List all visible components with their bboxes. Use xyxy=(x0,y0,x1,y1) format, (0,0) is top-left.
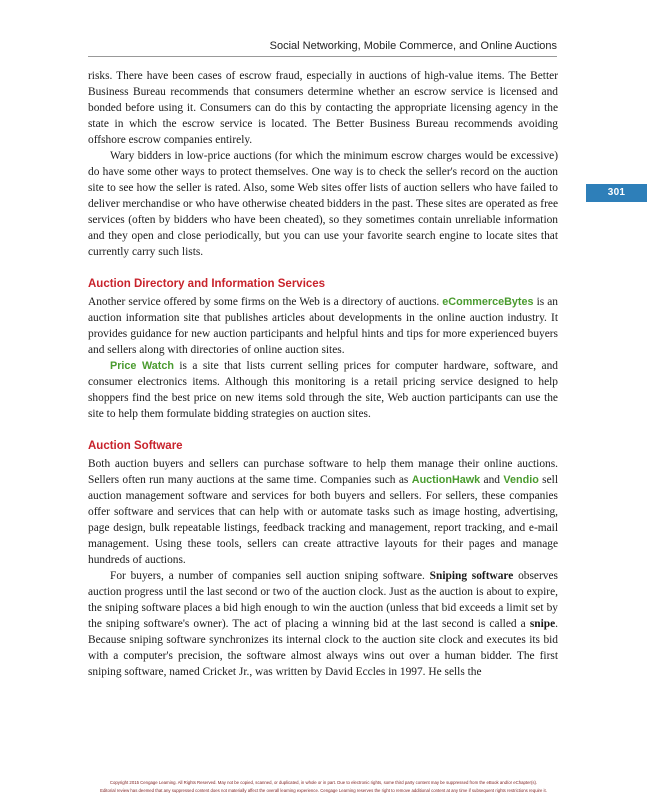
page-number-tab: 301 xyxy=(586,184,647,202)
term-sniping-software: Sniping software xyxy=(429,570,514,582)
term-snipe: snipe xyxy=(529,618,556,630)
link-vendio[interactable]: Vendio xyxy=(503,474,539,486)
text-segment: observes auction progress until the last second or two of the auction clock. Just as the auction is about to expire, the sniping software places a bid high enough to win the auction (unless that bid exceeds a limit set by the sniping software's owner). The act of placing a winning bid at the last second is called a xyxy=(88,570,558,630)
text-segment: Both auction buyers and sellers can purchase software to help them manage their online auctions. Sellers often run many auctions at the same time. Companies such as xyxy=(88,458,558,486)
link-ecommercebytes[interactable]: eCommerceBytes xyxy=(442,296,534,308)
paragraph-auction-software xyxy=(88,456,558,568)
paragraph-wary-bidders: Wary bidders in low-price auctions (for which the minimum escrow charges would be excessive) do have some other ways to protect themselves. One way is to check the seller's record on the auction site to see how the seller is rated. Also, some Web sites offer lists of auction sellers who have failed to deliver merchandise or who have otherwise cheated bidders in the past. These sites are operated as free services (often by bidders who have been cheated), so they sometimes contain unreliable information and they open and close periodically, but you can use your favorite search engine to locate sites that currently carry such lists. xyxy=(88,150,558,258)
text-segment: . Because sniping software synchronizes its internal clock to the auction site clock and executes its bid with a computer's precision, the software almost always wins out over a human bidder. The first sniping software, named Cricket Jr., was written by David Eccles in 1997. He sells the xyxy=(88,618,558,678)
running-head: Social Networking, Mobile Commerce, and Online Auctions xyxy=(269,40,557,52)
text-segment: sell auction management software and services for both buyers and sellers. For sellers, these companies offer software and services that can help with or automate tasks such as image hosting, advertising, page design, bulk repeatable listings, feedback tracking and management, report tracking, and e-mail management. Using these tools, sellers can create attractive layouts for their pages and manage hundreds of auctions. xyxy=(88,474,559,566)
footer-line-2: Editorial review has deemed that any suppressed content does not materially affect the overall learning experience. Cengage Learning reserves the right to remove additional content at any time if subsequent rights restrictions require it. xyxy=(100,788,547,793)
paragraph-ecommercebytes xyxy=(88,294,558,358)
paragraph-price-watch xyxy=(88,358,558,422)
text-segment: Another service offered by some firms on the Web is a directory of auctions. xyxy=(88,296,440,308)
link-auctionhawk[interactable]: AuctionHawk xyxy=(411,474,481,486)
paragraph-sniping-software xyxy=(88,568,558,680)
heading-auction-software: Auction Software xyxy=(88,440,183,452)
page-body xyxy=(88,68,558,680)
copyright-footer xyxy=(0,779,647,795)
heading-auction-directory: Auction Directory and Information Services xyxy=(88,278,326,290)
text-segment: and xyxy=(480,474,504,486)
header-rule xyxy=(88,56,557,57)
paragraph-escrow-risks: risks. There have been cases of escrow fraud, especially in auctions of high-value items. The Better Business Bureau recommends that consumers determine whether an escrow service is licensed and bonded before using it. Consumers can do this by contacting the appropriate licensing agency in the state in which the escrow service is located. The Better Business Bureau recommends avoiding offshore escrow companies entirely. xyxy=(88,70,558,146)
link-price-watch[interactable]: Price Watch xyxy=(110,360,174,372)
footer-line-1: Copyright 2015 Cengage Learning. All Rights Reserved. May not be copied, scanned, or duplicated, in whole or in part. Due to electronic rights, some third party content may be suppressed from the eBook and/or eChapter(s). xyxy=(109,780,538,785)
text-segment: is an auction information site that publishes articles about developments in the online auction industry. It provides guidance for new auction participants and helpful hints and tips for more experienced buyers and sellers along with directories of online auction sites. xyxy=(88,296,558,356)
text-segment: is a site that lists current selling prices for computer hardware, software, and consumer electronics items. Although this monitoring is a retail pricing service designed to help shoppers find the best price on new items sold through the site, Web auction participants can use the site to help them formulate bidding strategies on auction sites. xyxy=(88,360,559,420)
text-segment: For buyers, a number of companies sell auction sniping software. xyxy=(110,570,430,582)
